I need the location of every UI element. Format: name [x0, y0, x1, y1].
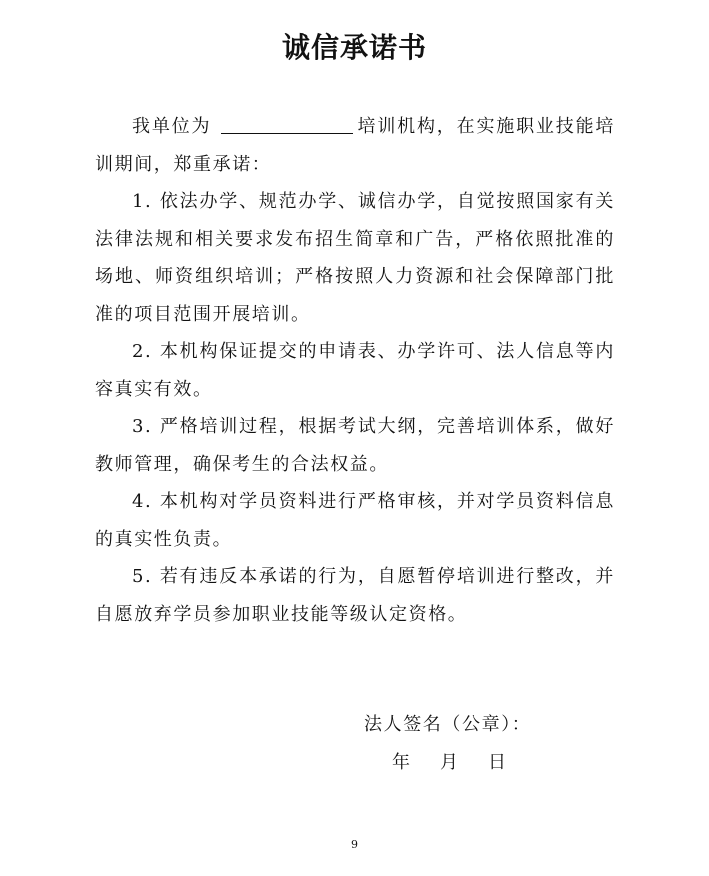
document-body — [95, 108, 615, 633]
institution-name-blank — [221, 115, 353, 134]
commitment-item-1: 1. 依法办学、规范办学、诚信办学，自觉按照国家有关法律法规和相关要求发布招生简章和广告，严格依照批准的场地、师资组织培训；严格按照人力资源和社会保障部门批准的项目范围开展培训。 — [95, 191, 615, 325]
intro-text-before: 我单位为 — [132, 116, 212, 137]
commitment-item-2: 2. 本机构保证提交的申请表、办学许可、法人信息等内容真实有效。 — [95, 341, 615, 400]
date-day: 日 — [488, 752, 506, 773]
date-month: 月 — [440, 752, 458, 773]
document-title: 诚信承诺书 — [281, 31, 427, 64]
date-line — [392, 748, 506, 774]
page-number: 9 — [351, 838, 358, 851]
commitment-item-4: 4. 本机构对学员资料进行严格审核，并对学员资料信息的真实性负责。 — [95, 491, 615, 550]
date-year: 年 — [392, 752, 410, 773]
intro-text-after: 培训机构，在实施职业技能培训期间，郑重承诺： — [95, 116, 615, 175]
signature-label: 法人签名（公章）： — [364, 714, 532, 735]
commitment-item-5: 5. 若有违反本承诺的行为，自愿暂停培训进行整改，并自愿放弃学员参加职业技能等级认定资格。 — [95, 566, 615, 625]
commitment-item-3: 3. 严格培训过程，根据考试大纲，完善培训体系，做好教师管理，确保考生的合法权益。 — [95, 416, 615, 475]
intro-paragraph — [95, 108, 615, 183]
